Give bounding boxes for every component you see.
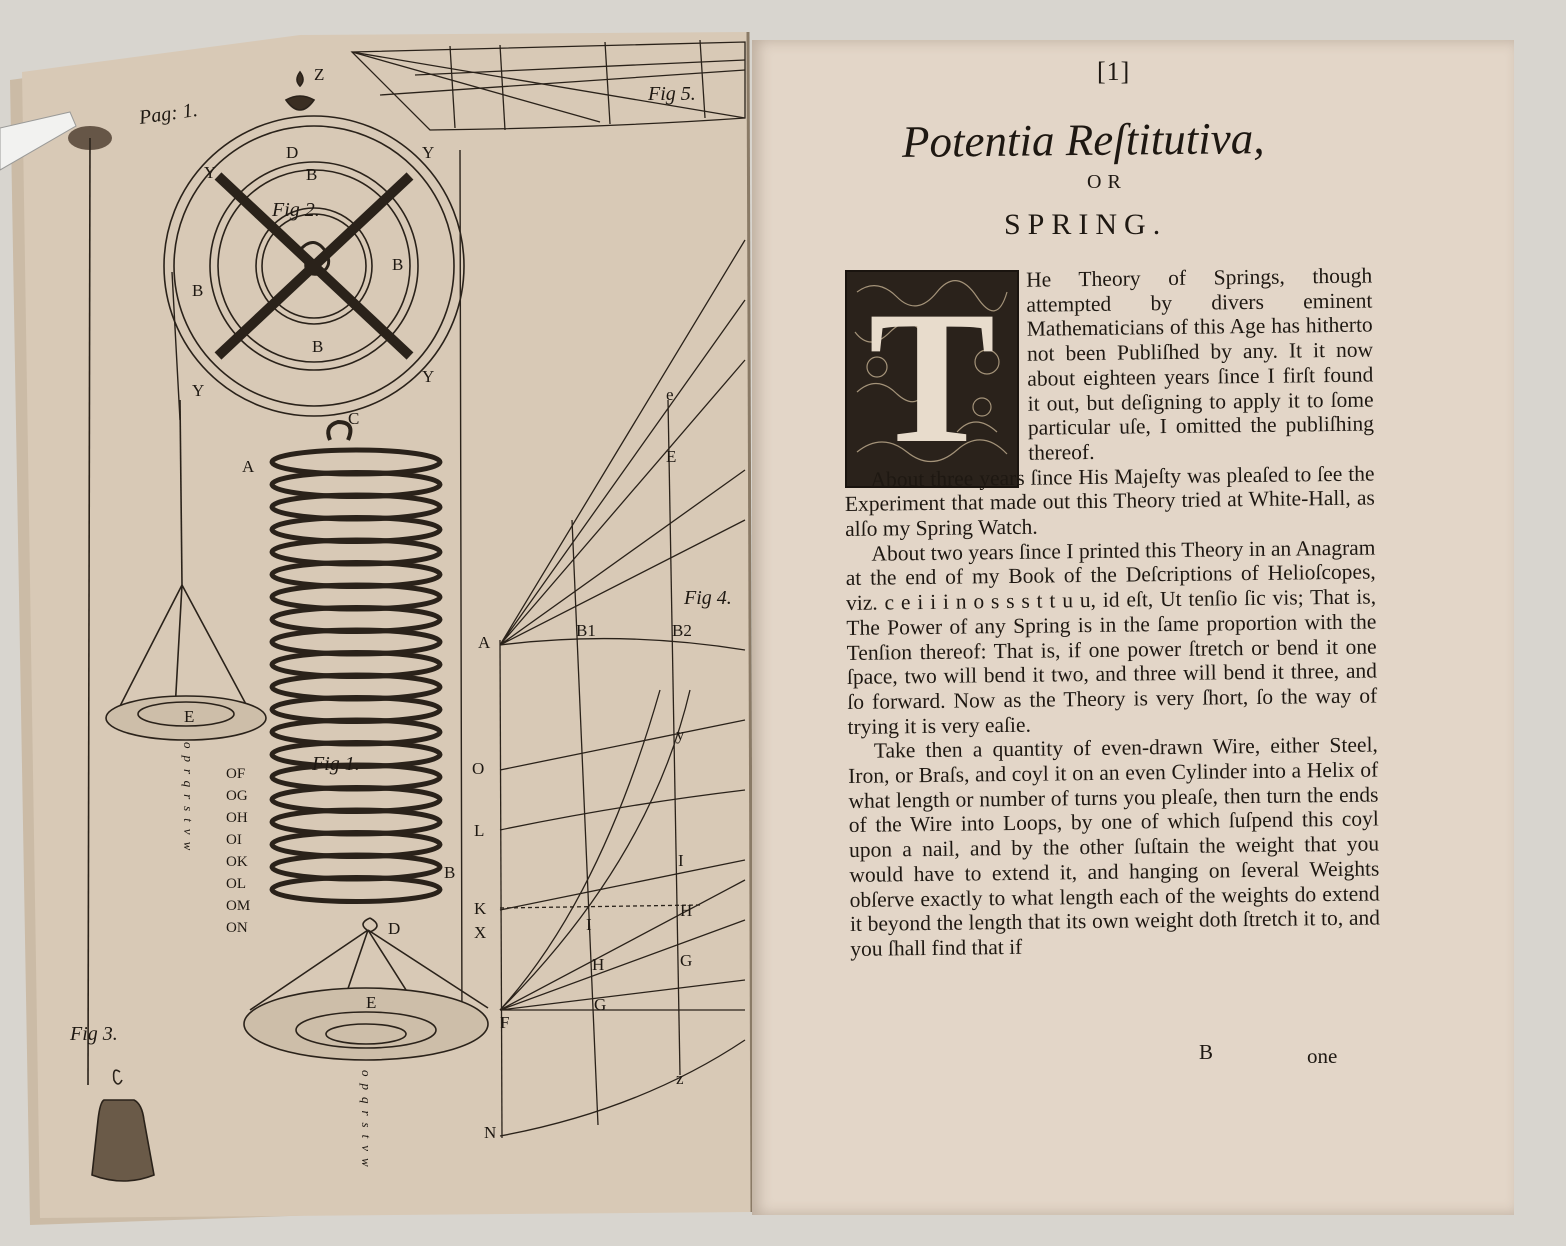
letter-column-bottom: opqrstvw [359, 1070, 374, 1174]
label-z-graph: z [676, 1069, 684, 1088]
page-number: [1] [1097, 57, 1131, 86]
body-text [842, 264, 1380, 962]
letter-column-left: oprqrstvw [181, 742, 196, 858]
label-y1: Y [204, 163, 217, 182]
circle-column-item: OM [226, 898, 251, 914]
label-b4: B [312, 337, 324, 356]
label-c: C [348, 409, 360, 428]
label-e-graph: E [666, 447, 677, 466]
paragraph-3: About two years ſince I printed this Theory in an Anagram at the end of my Book of the Deſcriptions of Helioſcopes, viz. c e i i i n o s s s t t u u, id eſt, Ut tenſio ſic vis; That is, The Power of any Spring is in the ſame proportion with the Tenſion thereof: That is, if one power ſtretch or bend it one ſpace, two will bend it two, and three will bend it three, and ſo forward. Now as the Theory is very ſhort, ſo the way of trying it is very eaſie. [845, 535, 1378, 739]
fig4-label: Fig 4. [684, 587, 732, 609]
label-a-graph: A [478, 633, 491, 652]
label-o: O [472, 759, 485, 778]
label-b2-graph: B2 [672, 621, 692, 640]
drop-cap-letter: T [868, 273, 996, 483]
label-y2: Y [422, 143, 435, 162]
signature-mark: B [1199, 1040, 1214, 1064]
circle-column-item: OK [226, 854, 248, 870]
label-g2-graph: G [594, 995, 607, 1014]
label-e-pan: E [184, 707, 195, 726]
circle-column-item: OI [226, 832, 242, 848]
label-z: Z [314, 65, 325, 84]
fig5-label: Fig 5. [648, 83, 696, 105]
title-or: OR [1087, 171, 1127, 193]
page-subtitle: SPRING. [1004, 208, 1168, 241]
label-d: D [388, 919, 401, 938]
page-title: Potentia Reſtitutiva, [901, 113, 1265, 167]
plate-page-label: Pag: 1. [137, 98, 200, 129]
label-x: X [474, 923, 487, 942]
text-page [752, 40, 1514, 1215]
label-l: L [474, 821, 485, 840]
fig3-label: Fig 3. [70, 1023, 118, 1045]
label-n: N [484, 1123, 497, 1142]
label-d-top: D [286, 143, 299, 162]
label-e: E [366, 993, 377, 1012]
label-i2-graph: I [586, 915, 592, 934]
circle-column-item: OH [226, 810, 248, 826]
circle-column-item: OF [226, 766, 246, 782]
paragraph-1: He Theory of Springs, though attempted by divers eminent Mathematicians of this Age has hitherto not been Publiſhed by any. It it now about eighteen years ſince I firſt found it out, but deſigning to apply it to ſome particular uſe, I omitted the publiſhing thereof. [1025, 263, 1375, 465]
circle-column-item: OG [226, 788, 248, 804]
label-b2: B [192, 281, 204, 300]
catchword: one [1307, 1044, 1338, 1068]
label-y-graph: y [676, 725, 685, 744]
label-h-graph: H [680, 901, 693, 920]
fig1-label: Fig 1. [312, 753, 360, 775]
label-b1-graph: B1 [576, 621, 596, 640]
label-h2-graph: H [592, 955, 605, 974]
label-i-graph: I [678, 851, 684, 870]
circle-column-item: OL [226, 876, 246, 892]
label-y3: Y [192, 381, 205, 400]
label-k: K [474, 899, 487, 918]
label-b1: B [306, 165, 318, 184]
fig2-label: Fig 2. [272, 199, 320, 221]
label-f: F [500, 1013, 510, 1032]
label-y4: Y [422, 367, 435, 386]
paragraph-2: About three years ſince His Majeſty was pleaſed to ſee the Experiment that made out this Theory tried at White-Hall, as alſo my Spring Watch. [844, 461, 1375, 542]
label-b-spring: B [444, 863, 456, 882]
label-b3: B [392, 255, 404, 274]
label-g-graph: G [680, 951, 693, 970]
label-e2-graph: e [666, 385, 674, 404]
label-a: A [242, 457, 255, 476]
paragraph-4: Take then a quantity of even-drawn Wire, either Steel, Iron, or Braſs, and coyl it on an even Cylinder into a Helix of what length or number of turns you pleaſe, then turn the ends of the Wire into Loops, by one of which ſuſpend this coyl upon a nail, and by the other ſuſtain the weight that you would have to extend it, and hanging on ſeveral Weights obſerve exactly to what length each of the weights do extend it beyond the length that its own weight doth ſtretch it to, and you ſhall find that if [848, 732, 1381, 961]
circle-column-item: ON [226, 920, 248, 936]
